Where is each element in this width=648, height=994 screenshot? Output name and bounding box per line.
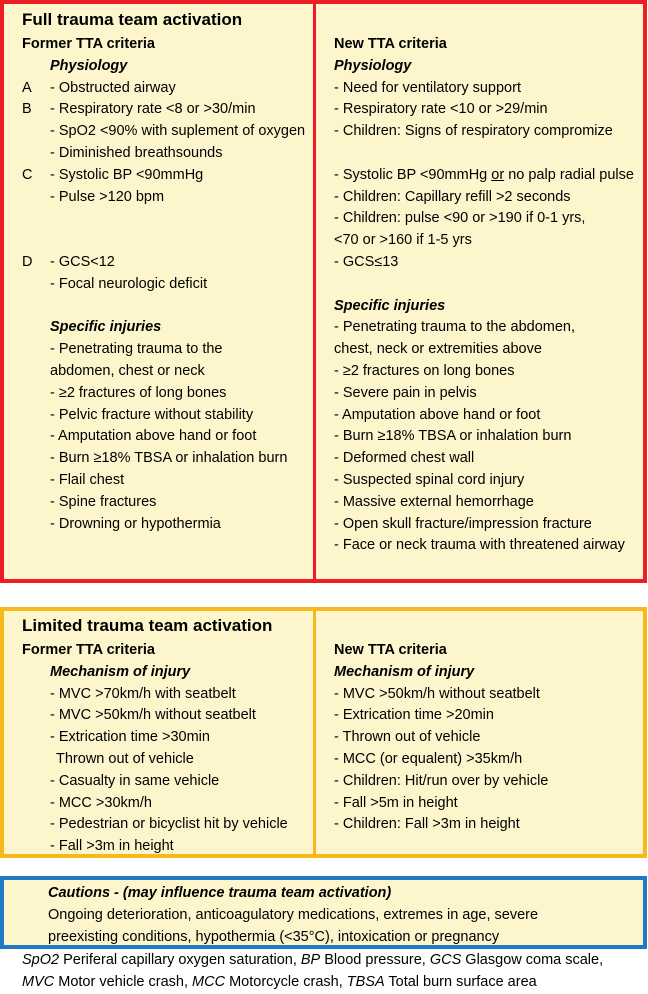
mechanism-item: - Fall >5m in height [334, 794, 458, 811]
criteria-row [22, 78, 305, 100]
mechanism-item: - Extrication time >30min [50, 729, 210, 746]
mechanism-item: - MVC >50km/h without seatbelt [334, 685, 540, 702]
column-divider [313, 611, 316, 854]
criteria-row [334, 143, 634, 165]
injury-item: - Massive external hemorrhage [334, 493, 534, 510]
criteria-row [22, 230, 305, 252]
criteria-text: - Systolic BP <90mmHg [50, 166, 204, 183]
cautions-line: Ongoing deterioration, anticoagulatory medications, extremes in age, severe [48, 906, 539, 923]
mechanism-item: - MCC (or equalent) >35km/h [334, 750, 523, 767]
abbreviation: SpO2 [22, 952, 60, 968]
abbreviation: BP [300, 952, 321, 968]
former-criteria-header: Former TTA criteria [22, 36, 155, 52]
mechanism-item: - Thrown out of vehicle [334, 729, 481, 746]
footnote-line [22, 950, 603, 972]
criteria-text: - Focal neurologic deficit [50, 275, 208, 292]
criteria-row: - GCS≤13 [334, 253, 399, 270]
injury-item: - Suspected spinal cord injury [334, 471, 525, 488]
mechanism-item: - Fall >3m in height [50, 838, 174, 855]
injury-item: - Amputation above hand or foot [334, 406, 541, 423]
specific-injuries-heading: Specific injuries [334, 297, 446, 314]
physiology-heading: Physiology [334, 57, 412, 74]
injury-item: - Spine fractures [50, 493, 157, 510]
new-criteria-header: New TTA criteria [334, 642, 447, 658]
mechanism-item: - MCC >30km/h [50, 794, 152, 811]
mechanism-item: - MVC >70km/h with seatbelt [50, 685, 236, 702]
criteria-row [22, 165, 305, 187]
injury-item: - Severe pain in pelvis [334, 384, 477, 401]
abcd-letter: B [22, 101, 32, 118]
criteria-row [22, 99, 305, 121]
footnote-line [22, 972, 603, 994]
criteria-row [22, 121, 305, 143]
abbreviation-definition: Motorcycle crash, [225, 973, 347, 990]
injury-item: - Open skull fracture/impression fracture [334, 515, 592, 532]
injury-item: - Deformed chest wall [334, 450, 475, 467]
abcd-letter: D [22, 253, 33, 270]
criteria-text: - Diminished breathsounds [50, 144, 223, 161]
injury-item: - Pelvic fracture without stability [50, 406, 254, 423]
former-criteria-header: Former TTA criteria [22, 642, 155, 658]
cautions-line: preexisting conditions, hypothermia (<35°C), intoxication or pregnancy [48, 928, 500, 945]
criteria-row: - Children: Capillary refill >2 seconds [334, 188, 571, 205]
injury-item: - Drowning or hypothermia [50, 515, 221, 532]
mechanism-heading: Mechanism of injury [50, 663, 191, 680]
abbreviation-definition: Motor vehicle crash, [54, 973, 193, 990]
cautions-heading: Cautions - (may influence trauma team activation) [48, 885, 392, 901]
abbreviations-footnote [22, 950, 603, 994]
abbreviation: GCS [429, 952, 462, 968]
abbreviation-definition: Glasgow coma scale, [461, 952, 604, 968]
criteria-row: - Children: pulse <90 or >190 if 0-1 yrs, [334, 210, 586, 227]
mechanism-item: - Extrication time >20min [334, 707, 494, 724]
new-criteria-header: New TTA criteria [334, 36, 447, 52]
abcd-letter: C [22, 166, 33, 183]
criteria-row: - Children: Signs of respiratory compromize [334, 123, 613, 140]
abbreviation: MVC [22, 973, 55, 990]
abcd-letter: A [22, 79, 32, 96]
limited-new-column [334, 640, 548, 836]
injury-item: - Penetrating trauma to the abdomen, [334, 319, 576, 336]
full-former-column [22, 34, 305, 535]
injury-item: - Flail chest [50, 471, 125, 488]
physiology-heading: Physiology [50, 57, 128, 74]
criteria-row [22, 274, 305, 296]
full-activation-title: Full trauma team activation [22, 10, 243, 29]
criteria-row [22, 143, 305, 165]
criteria-row: - Respiratory rate <10 or >29/min [334, 101, 548, 118]
column-divider [313, 4, 316, 579]
injury-item: - ≥2 fractures on long bones [334, 362, 515, 379]
criteria-text: no palp radial pulse [504, 166, 634, 183]
full-new-column [334, 34, 634, 557]
mechanism-item: Thrown out of vehicle [56, 750, 194, 767]
criteria-text: - Obstructed airway [50, 79, 176, 96]
criteria-text: or [491, 166, 505, 183]
injury-item: chest, neck or extremities above [334, 341, 542, 358]
abbreviation: TBSA [346, 973, 385, 990]
criteria-text: - GCS<12 [50, 253, 115, 270]
mechanism-item: - MVC >50km/h without seatbelt [50, 707, 256, 724]
injury-item: - Amputation above hand or foot [50, 428, 257, 445]
abbreviation: MCC [192, 973, 226, 990]
mechanism-item: - Pedestrian or bicyclist hit by vehicle [50, 816, 288, 833]
injury-item: - ≥2 fractures of long bones [50, 384, 227, 401]
injury-item: - Burn ≥18% TBSA or inhalation burn [50, 450, 288, 467]
specific-injuries-heading: Specific injuries [50, 319, 162, 336]
criteria-row [334, 165, 634, 187]
abbreviation-definition: Total burn surface area [384, 973, 537, 990]
limited-former-column [22, 640, 288, 858]
criteria-row: <70 or >160 if 1-5 yrs [334, 232, 472, 249]
mechanism-item: - Children: Hit/run over by vehicle [334, 772, 549, 789]
limited-activation-title: Limited trauma team activation [22, 616, 273, 635]
injury-item: - Face or neck trauma with threatened airway [334, 537, 625, 554]
abbreviation-definition: Blood pressure, [320, 952, 430, 968]
criteria-row: - Need for ventilatory support [334, 79, 521, 96]
cautions-box [0, 876, 647, 949]
criteria-text: - Respiratory rate <8 or >30/min [50, 101, 256, 118]
mechanism-item: - Children: Fall >3m in height [334, 816, 520, 833]
injury-item: - Penetrating trauma to the [50, 341, 223, 358]
criteria-text: - Systolic BP <90mmHg [334, 166, 492, 183]
injury-item: abdomen, chest or neck [50, 362, 205, 379]
criteria-row [22, 252, 305, 274]
mechanism-item: - Casualty in same vehicle [50, 772, 220, 789]
criteria-row [22, 187, 305, 209]
mechanism-heading: Mechanism of injury [334, 663, 475, 680]
criteria-text: - SpO2 <90% with suplement of oxygen [50, 123, 306, 140]
abbreviation-definition: Periferal capillary oxygen saturation, [59, 952, 301, 968]
limited-activation-box [0, 607, 647, 858]
criteria-row [22, 208, 305, 230]
injury-item: - Burn ≥18% TBSA or inhalation burn [334, 428, 572, 445]
criteria-text: - Pulse >120 bpm [50, 188, 165, 205]
